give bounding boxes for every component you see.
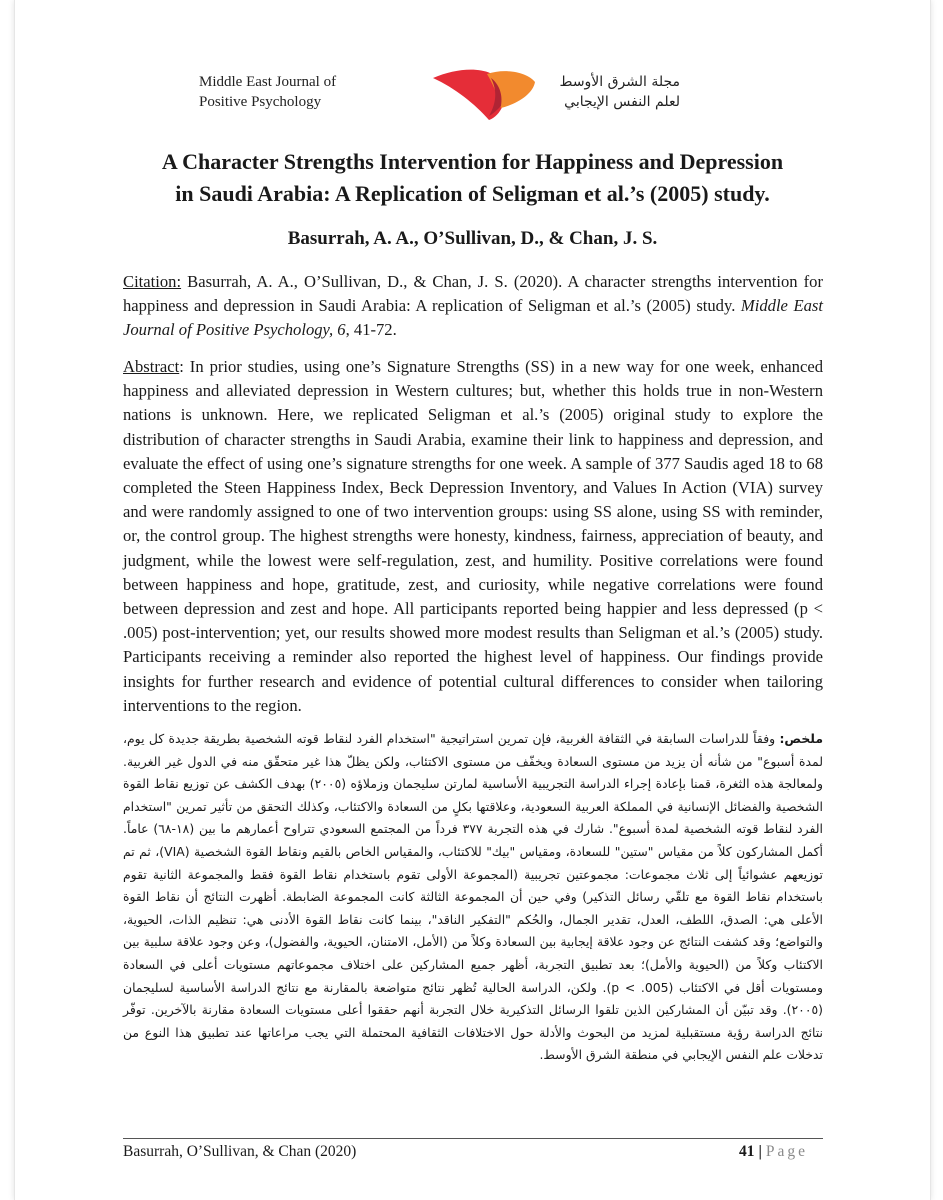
arabic-abstract	[123, 728, 823, 1067]
paper-title-line2: in Saudi Arabia: A Replication of Seligman et al.’s (2005) study.	[175, 181, 770, 206]
page-word: Page	[765, 1143, 808, 1160]
journal-name-ar-line1: مجلة الشرق الأوسط	[559, 74, 680, 90]
journal-header	[15, 72, 930, 132]
journal-name-english	[199, 72, 336, 112]
footer-separator: |	[758, 1143, 762, 1160]
journal-name-en-line1: Middle East Journal of	[199, 74, 337, 90]
page-number: 41	[738, 1143, 755, 1160]
journal-name-arabic	[560, 72, 680, 112]
arabic-abstract-label: ملخص:	[779, 731, 823, 746]
footer-divider	[123, 1138, 823, 1139]
abstract-label: Abstract	[123, 357, 180, 376]
paper-authors: Basurrah, A. A., O’Sullivan, D., & Chan, J. S.	[287, 228, 658, 249]
abstract	[123, 355, 823, 718]
footer-running-citation: Basurrah, O’Sullivan, & Chan (2020)	[123, 1143, 357, 1160]
abstract-text: : In prior studies, using one’s Signature Strengths (SS) in a new way for one week, enhanced happiness and alleviated depression in Western cultures; but, whether this holds true in non-Western nations is unknown. Here, we replicated Seligman et al.’s (2005) original study to explore the distribution of character strengths in Saudi Arabia, examine their link to happiness and depression, and evaluate the effect of using one’s signature strengths for one week. A sample of 377 Saudis aged 18 to 68 completed the Steen Happiness Index, Beck Depression Inventory, and Values In Action (VIA) survey and were randomly assigned to one of two intervention groups: using SS alone, using SS with reminder, or, the control group. The highest strengths were honesty, kindness, fairness, appreciation of beauty, and judgment, while the lowest were self-regulation, zest, and humility. Positive correlations were found between happiness and hope, gratitude, zest, and curiosity, while negative correlations were found between depression and zest and hope. All participants reported being happier and less depressed (p < .005) post-intervention; yet, our results showed more modest results than Seligman et al.’s (2005) study. Participants receiving a reminder also reported the highest level of happiness. Our findings provide insights for further research and evidence of potential cultural differences to consider when tailoring interventions to the region.	[123, 357, 823, 715]
citation-pages: , 41-72.	[345, 320, 397, 339]
citation-journal: Middle East Journal of Positive Psychology, 6	[123, 296, 823, 339]
citation-text: Basurrah, A. A., O’Sullivan, D., & Chan, J. S. (2020). A character strengths intervention for happiness and depression in Saudi Arabia: A replication of Seligman et al.’s (2005) study.	[123, 272, 823, 315]
journal-name-en-line2: Positive Psychology	[199, 94, 322, 110]
journal-name-ar-line2: لعلم النفس الإيجابي	[564, 94, 680, 110]
journal-logo	[431, 64, 541, 124]
citation-label: Citation:	[123, 272, 182, 291]
paper-title-line1: A Character Strengths Intervention for Happiness and Depression	[161, 149, 784, 174]
arabic-abstract-text: وفقاً للدراسات السابقة في الثقافة الغربية، فإن تمرين استراتيجية "استخدام الفرد لنقاط قوته الشخصية بطريقة جديدة كل يوم، لمدة أسبوع" من شأنه أن يزيد من مستوى السعادة ويخفّف من مستوى الاكتئاب، ولكن يظلّ هذا غير متحقّق منه في الدول غير الغربية. ولمعالجة هذه الثغرة، قمنا بإعادة إجراء الدراسة التجريبية الأساسية لمارتن سليجمان وزملاؤه (٢٠٠٥) بهدف الكشف عن توزيع نقاط القوة الشخصية والفضائل الإنسانية في المملكة العربية السعودية، وعلاقتها بكلٍ من السعادة والاكتئاب، وكذلك التحقق من تأثير تمرين "استخدام الفرد لنقاط قوته الشخصية لمدة أسبوع". شارك في هذه التجربة ٣٧٧ فرداً من المجتمع السعودي تتراوح أعمارهم ما بين (١٨-٦٨) عاماً. أكمل المشاركون كلاً من مقياس "ستين" للسعادة، ومقياس "بيك" للاكتئاب، والمقياس الخاص بالقيم ونقاط القوة الشخصية (VIA)، ثم تم توزيعهم عشوائياً إلى ثلاث مجموعات: مجموعتين تجريبية (المجموعة الأولى تقوم باستخدام نقاط القوة فقط والمجموعة الثانية تقوم باستخدام نقاط القوة مع تلقّي رسائل التذكير) وفي حين أن المجموعة الثالثة كانت المجموعة الضابطة. أظهرت النتائج أن نقاط القوة الأعلى هي: الصدق، اللطف، العدل، تقدير الجمال، والحُكم "التفكير الناقد"، بينما كانت نقاط القوة الأدنى هي: تنظيم الذات، الحيوية، والتواضع؛ وقد كشفت النتائج عن وجود علاقة إيجابية بين السعادة وكلاً من (الأمل، الامتنان، الحيوية، والفضول)، وعن وجود علاقة سلبية بين الاكتئاب وكلاً من (الحيوية والأمل)؛ بعد تطبيق التجربة، أظهر جميع المشاركين على اختلاف مجموعاتهم مستويات أعلى في السعادة ومستويات أقل في الاكتئاب (p < .005). ولكن، الدراسة الحالية تُظهر نتائج متواضعة بالمقارنة مع نتائج الدراسة الأساسية لسليجمان (٢٠٠٥). وقد تبيّن أن المشاركين الذين تلقوا الرسائل التذكيرية خلال التجربة أنهم حققوا أعلى مستويات السعادة مقارنة بالآخرين. توفّر نتائج الدراسة رؤية مستقبلية لمزيد من البحوث والأدلة حول الاختلافات الثقافية المحتملة التي يجب مراعاتها عند تطبيق هذا النوع من تدخلات علم النفس الإيجابي في منطقة الشرق الأوسط.	[123, 731, 824, 1063]
citation	[123, 270, 823, 342]
footer-page-info	[739, 1143, 808, 1161]
paper-title	[75, 146, 870, 210]
paper-page	[14, 0, 931, 1200]
